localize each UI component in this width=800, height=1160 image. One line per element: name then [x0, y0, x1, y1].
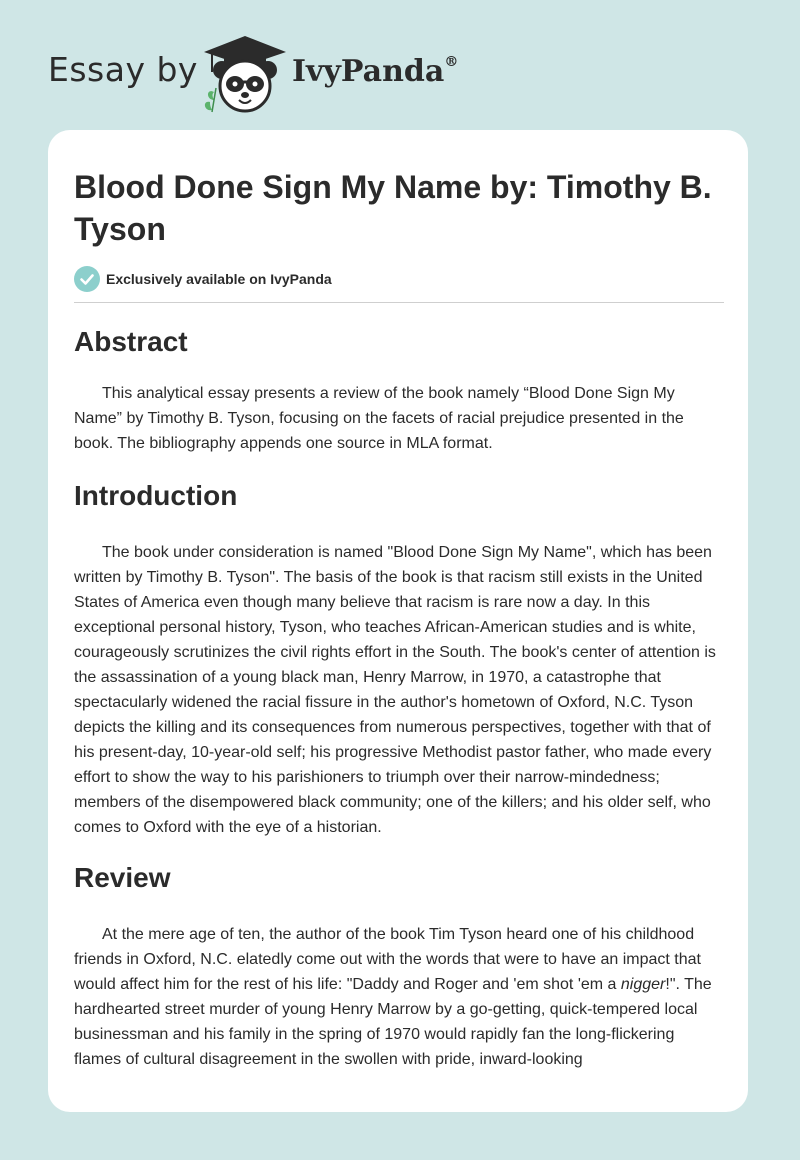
exclusive-label: Exclusively available on IvyPanda	[106, 271, 332, 287]
site-header	[0, 0, 800, 130]
section-introduction	[74, 478, 724, 840]
section-review	[74, 860, 724, 1072]
abstract-text: This analytical essay presents a review of the book namely “Blood Done Sign My Name” by Timothy B. Tyson, focusing on the facets of racial prejudice presented in the book. The bibliography appends one source in MLA format.	[74, 385, 684, 452]
introduction-text: The book under consideration is named "Blood Done Sign My Name", which has been written by Timothy B. Tyson". The basis of the book is that racism still exists in the United States of America even though many believe that racism is rare now a day. In this exceptional personal history, Tyson, who teaches African-American studies and is white, courageously scrutinizes the civil rights effort in the South. The book's center of attention is the assassination of a young black man, Henry Marrow, in 1970, a catastrophe that spectacularly widened the racial fissure in the author's hometown of Oxford, N.C. Tyson depicts the killing and its consequences from numerous perspectives, together with that of his present-day, 10-year-old self; his progressive Methodist pastor father, who made every effort to show the way to his parishioners to triumph over their narrow-mindedness; members of the disempowered black community; one of the killers; and his older self, who comes to Oxford with the eye of a historian.	[74, 544, 716, 836]
section-abstract	[74, 324, 724, 456]
divider	[74, 302, 724, 303]
essay-content	[74, 166, 724, 1072]
essay-by-label: Essay by	[48, 50, 198, 89]
brand-name[interactable]: IvyPanda®	[292, 54, 459, 89]
exclusive-badge	[74, 266, 724, 292]
review-emphasis: nigger	[620, 976, 666, 993]
introduction-heading: Introduction	[74, 480, 238, 511]
essay-title: Blood Done Sign My Name by: Timothy B. Tyson	[74, 169, 712, 247]
review-text: At the mere age of ten, the author of the book Tim Tyson heard one of his childhood friends in Oxford, N.C. elatedly come out with the words that were to have an impact that would affect him for the rest of his life: "Daddy and Roger and 'em shot 'em a nigger!". The hardhearted street murder of young Henry Marrow by a go-getting, quick-tempered local businessman and his family in the spring of 1970 would rapidly fan the long-flickering flames of cultural disagreement in the swollen with pride, inward-looking	[74, 926, 712, 1068]
abstract-heading: Abstract	[74, 326, 188, 357]
check-circle-icon	[74, 266, 100, 292]
panda-logo-icon[interactable]	[200, 34, 290, 114]
review-heading: Review	[74, 862, 171, 893]
essay-card	[48, 130, 748, 1112]
